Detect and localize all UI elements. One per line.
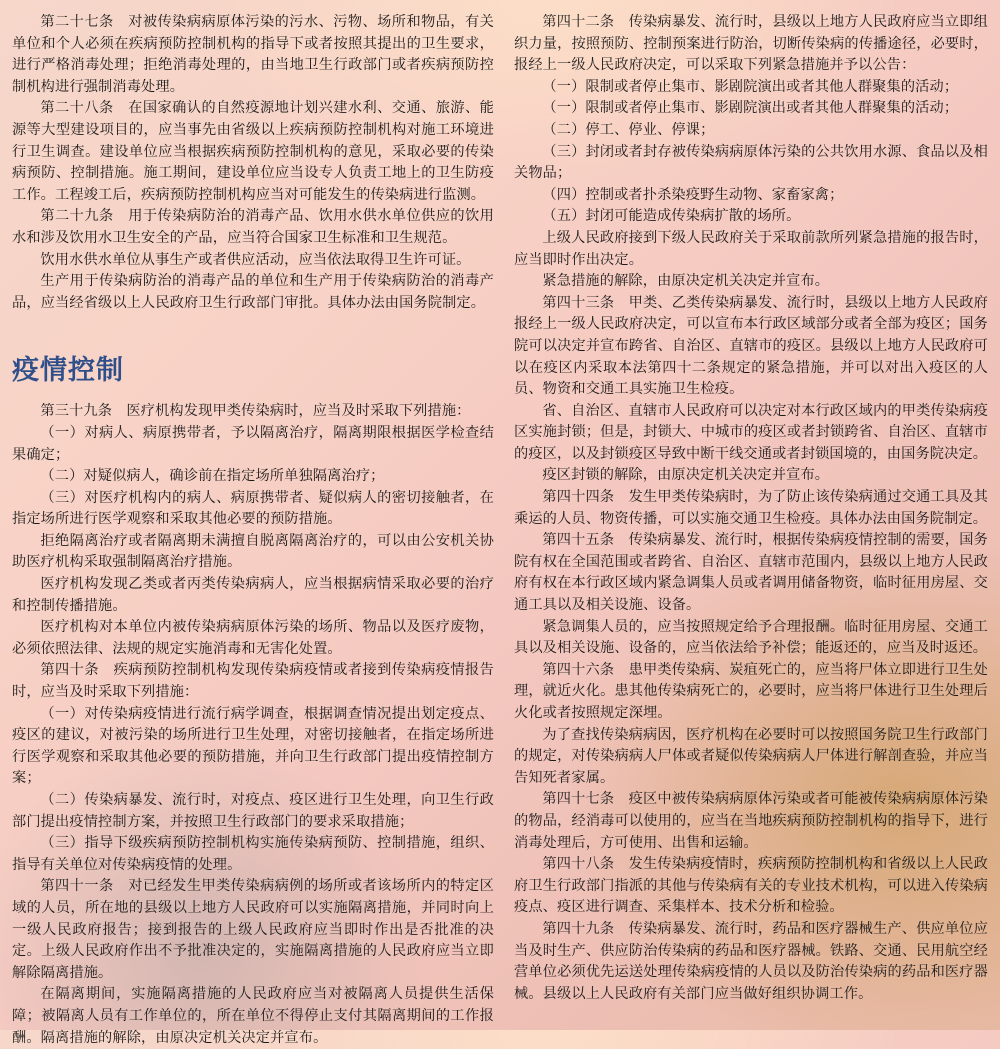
article-45: 第四十五条 传染病暴发、流行时，根据传染病疫情控制的需要，国务院有权在全国范围或者跨省、自治区、直辖市范围内，县级以上地方人民政府有权在本行政区域内紧急调集人员或者调用储备物资，临时征用房屋、交通工具以及相关设施、设备。 — [514, 532, 988, 614]
article-40-item-2: （二）传染病暴发、流行时，对疫点、疫区进行卫生处理，向卫生行政部门提出疫情控制方案，并按照卫生行政部门的要求采取措施； — [12, 792, 494, 830]
article-40-item-1: （一）对传染病疫情进行流行病学调查，根据调查情况提出划定疫点、疫区的建议，对被污染的场所进行卫生处理，对密切接触者，在指定场所进行医学观察和采取其他必要的预防措施，并向卫生行政部门提出疫情控制方案； — [12, 705, 494, 787]
article-43-para-2: 省、自治区、直辖市人民政府可以决定对本行政区域内的甲类传染病疫区实施封锁；但是，封锁大、中城市的疫区或者封锁跨省、自治区、直辖市的疫区，以及封锁疫区导致中断干线交通或者封锁国境的，由国务院决定。 — [514, 402, 988, 462]
article-27: 第二十七条 对被传染病病原体污染的污水、污物、场所和物品，有关单位和个人必须在疾病预防控制机构的指导下或者按照其提出的卫生要求，进行严格消毒处理；拒绝消毒处理的，由当地卫生行政部门或者疾病预防控制机构进行强制消毒处理。 — [12, 14, 494, 95]
article-29-para-2: 饮用水供水单位从事生产或者供应活动，应当依法取得卫生许可证。 — [40, 251, 471, 268]
article-40-item-3: （三）指导下级疾病预防控制机构实施传染病预防、控制措施，组织、指导有关单位对传染病疫情的处理。 — [12, 835, 494, 873]
article-39-para-4: 医疗机构对本单位内被传染病病原体污染的场所、物品以及医疗废物，必须依照法律、法规的规定实施消毒和无害化处置。 — [12, 619, 494, 657]
article-29-para-3: 生产用于传染病防治的消毒产品的单位和生产用于传染病防治的消毒产品，应当经省级以上人民政府卫生行政部门审批。具体办法由国务院制定。 — [12, 273, 494, 311]
article-42: 第四十二条 传染病暴发、流行时，县级以上地方人民政府应当立即组织力量，按照预防、控制预案进行防治，切断传染病的传播途径，必要时，报经上一级人民政府决定，可以采取下列紧急措施并予以公告： — [514, 14, 988, 74]
article-42-item-1b: （一）限制或者停止集市、影剧院演出或者其他人群聚集的活动； — [542, 100, 959, 117]
article-42-item-4: （四）控制或者扑杀染疫野生动物、家畜家禽； — [542, 186, 844, 203]
section-title: 疫情控制 — [12, 355, 124, 387]
article-44: 第四十四条 发生甲类传染病时，为了防止该传染病通过交通工具及其乘运的人员、物资传播，可以实施交通卫生检疫。具体办法由国务院制定。 — [514, 489, 988, 527]
article-47: 第四十七条 疫区中被传染病病原体污染或者可能被传染病病原体污染的物品，经消毒可以使用的，应当在当地疾病预防控制机构的指导下，进行消毒处理后，方可使用、出售和运输。 — [514, 791, 988, 851]
article-28: 第二十八条 在国家确认的自然疫源地计划兴建水利、交通、旅游、能源等大型建设项目的，应当事先由省级以上疾病预防控制机构对施工环境进行卫生调查。建设单位应当根据疾病预防控制机构的意见，采取必要的传染病预防、控制措施。施工期间，建设单位应当设专人负责工地上的卫生防疫工作。工程竣工后，疾病预防控制机构应当对可能发生的传染病进行监测。 — [12, 100, 494, 203]
left-column — [12, 12, 494, 1049]
article-42-item-1a: （一）限制或者停止集市、影剧院演出或者其他人群聚集的活动； — [542, 78, 959, 95]
left-bottom-block — [12, 401, 494, 1049]
article-49: 第四十九条 传染病暴发、流行时，药品和医疗器械生产、供应单位应当及时生产、供应防治传染病的药品和医疗器械。铁路、交通、民用航空经营单位必须优先运送处理传染病疫情的人员以及防治传染病的药品和医疗器械。县级以上人民政府有关部门应当做好组织协调工作。 — [514, 920, 988, 1002]
article-39-item-2: （二）对疑似病人，确诊前在指定场所单独隔离治疗； — [40, 468, 385, 485]
article-45-para-2: 紧急调集人员的，应当按照规定给予合理报酬。临时征用房屋、交通工具以及相关设施、设备的，应当依法给予补偿；能返还的，应当及时返还。 — [514, 618, 988, 657]
article-39-para-3: 医疗机构发现乙类或者丙类传染病病人，应当根据病情采取必要的治疗和控制传播措施。 — [12, 576, 494, 614]
article-29: 第二十九条 用于传染病防治的消毒产品、饮用水供水单位供应的饮用水和涉及饮用水卫生安全的产品，应当符合国家卫生标准和卫生规范。 — [12, 208, 494, 246]
article-46: 第四十六条 患甲类传染病、炭疽死亡的，应当将尸体立即进行卫生处理，就近火化。患其他传染病死亡的，必要时，应当将尸体进行卫生处理后火化或者按照规定深埋。 — [514, 661, 988, 721]
article-41: 第四十一条 对已经发生甲类传染病病例的场所或者该场所内的特定区域的人员，所在地的县级以上地方人民政府可以实施隔离措施，并同时向上一级人民政府报告；接到报告的上级人民政府应当即时作出是否批准的决定。上级人民政府作出不予批准决定的，实施隔离措施的人民政府应当立即解除隔离措施。 — [12, 878, 494, 981]
article-39-item-3: （三）对医疗机构内的病人、病原携带者、疑似病人的密切接触者，在指定场所进行医学观察和采取其他必要的预防措施。 — [12, 489, 494, 528]
article-41-para-2: 在隔离期间，实施隔离措施的人民政府应当对被隔离人员提供生活保障；被隔离人员有工作单位的，所在单位不得停止支付其隔离期间的工作报酬。隔离措施的解除，由原决定机关决定并宣布。 — [12, 986, 494, 1046]
right-column — [514, 12, 988, 1005]
article-39-para-2: 拒绝隔离治疗或者隔离期未满擅自脱离隔离治疗的，可以由公安机关协助医疗机构采取强制隔离治疗措施。 — [12, 532, 494, 571]
article-42-item-2: （二）停工、停业、停课； — [542, 121, 715, 138]
article-42-item-5: （五）封闭可能造成传染病扩散的场所。 — [542, 208, 801, 225]
article-42-para-3: 紧急措施的解除，由原决定机关决定并宣布。 — [542, 273, 830, 290]
article-40: 第四十条 疾病预防控制机构发现传染病疫情或者接到传染病疫情报告时，应当及时采取下列措施： — [12, 662, 494, 701]
article-48: 第四十八条 发生传染病疫情时，疾病预防控制机构和省级以上人民政府卫生行政部门指派的其他与传染病有关的专业技术机构，可以进入传染病疫点、疫区进行调查、采集样本、技术分析和检验。 — [514, 856, 988, 916]
left-top-block — [12, 12, 494, 314]
article-46-para-2: 为了查找传染病病因，医疗机构在必要时可以按照国务院卫生行政部门的规定，对传染病病人尸体或者疑似传染病病人尸体进行解剖查验，并应当告知死者家属。 — [514, 726, 988, 786]
article-42-item-3: （三）封闭或者封存被传染病病原体污染的公共饮用水源、食品以及相关物品； — [514, 143, 988, 182]
article-42-para-2: 上级人民政府接到下级人民政府关于采取前款所列紧急措施的报告时，应当即时作出决定。 — [514, 229, 988, 268]
article-43: 第四十三条 甲类、乙类传染病暴发、流行时，县级以上地方人民政府报经上一级人民政府决定，可以宣布本行政区域部分或者全部为疫区；国务院可以决定并宣布跨省、自治区、直辖市的疫区。县级以上地方人民政府可以在疫区内采取本法第四十二条规定的紧急措施，并可以对出入疫区的人员、物资和交通工具实施卫生检疫。 — [514, 294, 988, 398]
article-39-item-1: （一）对病人、病原携带者，予以隔离治疗，隔离期限根据医学检查结果确定； — [12, 424, 494, 463]
article-39: 第三十九条 医疗机构发现甲类传染病时，应当及时采取下列措施： — [40, 403, 471, 420]
article-43-para-3: 疫区封锁的解除，由原决定机关决定并宣布。 — [542, 467, 830, 484]
